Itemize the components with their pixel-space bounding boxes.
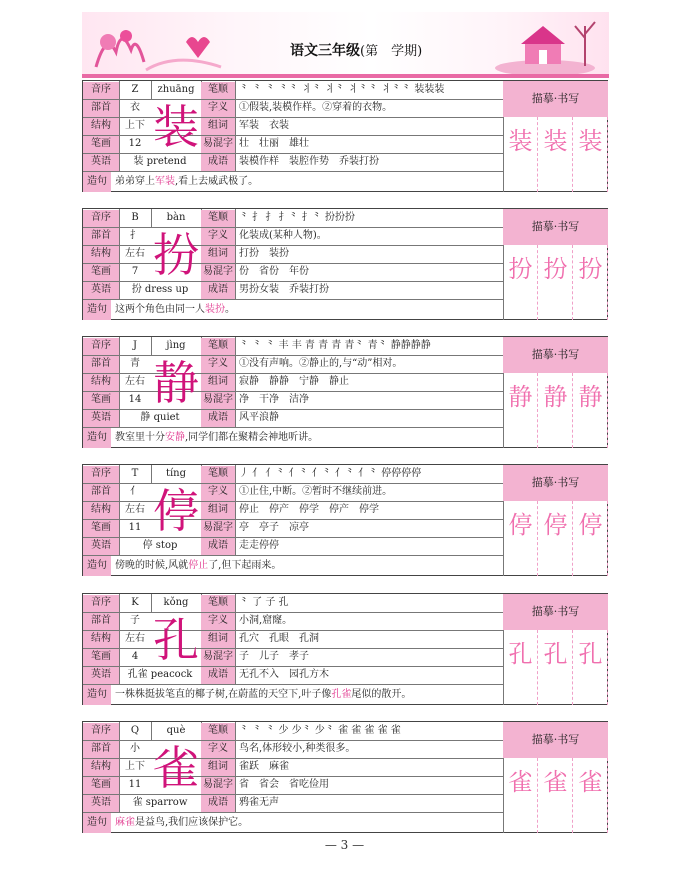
label-sentence: 造句 [83, 556, 111, 576]
label-radical: 部首 [83, 484, 119, 501]
trace-area [503, 501, 608, 576]
label-index: 音序 [83, 210, 119, 227]
big-character: 停 [153, 484, 199, 538]
label-count: 笔画 [83, 136, 119, 153]
meaning-value: 鸟名,体形较小,种类很多。 [239, 743, 356, 754]
meaning-value: ①假装,装模作样。②穿着的衣物。 [239, 102, 393, 113]
label-order: 笔顺 [201, 338, 235, 355]
structure-value: 上下 [125, 120, 145, 131]
label-index: 音序 [83, 466, 119, 483]
english-value: 停 stop [142, 540, 178, 551]
sentence-end: ,看上去威武极了。 [175, 176, 259, 187]
stroke-order: ⺀ 扌 扌 扌⺀ 扌⺀ 扮扮扮 [239, 212, 355, 223]
sentence-end: 了,但下起雨来。 [208, 560, 282, 571]
label-radical: 部首 [83, 741, 119, 758]
trace-area [503, 245, 608, 320]
index-letter: B [131, 212, 139, 223]
label-english: 英语 [83, 154, 119, 171]
label-sentence: 造句 [83, 428, 111, 448]
character-card-扮 [82, 208, 608, 320]
label-idiom: 成语 [201, 154, 235, 171]
english-value: 装 pretend [133, 156, 187, 167]
label-english: 英语 [83, 667, 119, 684]
label-idiom: 成语 [201, 538, 235, 555]
radical-value: 扌 [130, 230, 140, 241]
header-divider [82, 74, 609, 78]
label-confusable: 易混字 [201, 264, 235, 281]
confusable-value: 份 省份 年份 [239, 266, 309, 277]
english-value: 雀 sparrow [132, 797, 188, 808]
idiom-value: 男扮女装 乔装打扮 [239, 284, 329, 295]
pinyin: bàn [166, 212, 186, 223]
trace-character: 扮 [578, 255, 603, 283]
label-words: 组词 [201, 631, 235, 648]
big-character: 装 [153, 100, 199, 154]
radical-value: 子 [130, 615, 140, 626]
radical-value: 青 [130, 358, 140, 369]
sentence-start: 一株株挺拔笔直的椰子树,在蔚蓝的天空下,叶子像 [115, 689, 332, 700]
label-index: 音序 [83, 338, 119, 355]
confusable-value: 净 干净 洁净 [239, 394, 309, 405]
trace-header: 描摹·书写 [503, 465, 608, 501]
stroke-order: 丿 亻 亻⺀ 亻⺀ 亻⺀ 亻⺀ 亻⺀ 停停停停 [239, 468, 422, 479]
label-order: 笔顺 [201, 466, 235, 483]
example-sentence [115, 685, 501, 705]
sentence-end: 是益鸟,我们应该保护它。 [135, 817, 249, 828]
sentence-highlight: 孔雀 [331, 689, 352, 700]
sentence-end: ,同学们都在聚精会神地听讲。 [185, 432, 319, 443]
column-divider [235, 209, 236, 299]
trace-character: 装 [543, 127, 568, 155]
sentence-start: 傍晚的时候,风就 [115, 560, 189, 571]
pinyin: tíng [165, 468, 187, 479]
stroke-count: 7 [131, 266, 139, 277]
label-confusable: 易混字 [201, 520, 235, 537]
confusable-value: 省 省会 省吃俭用 [239, 779, 329, 790]
label-words: 组词 [201, 374, 235, 391]
label-radical: 部首 [83, 356, 119, 373]
label-idiom: 成语 [201, 410, 235, 427]
sentence-end: 。 [225, 304, 235, 315]
page-number: — 3 — [324, 838, 365, 852]
label-meaning: 字义 [201, 356, 235, 373]
sentence-end: 尾似的散开。 [351, 689, 412, 700]
label-meaning: 字义 [201, 228, 235, 245]
label-english: 英语 [83, 282, 119, 299]
index-letter: K [131, 597, 139, 608]
label-words: 组词 [201, 759, 235, 776]
english-value: 静 quiet [140, 412, 180, 423]
words-value: 孔穴 孔眼 孔洞 [239, 633, 319, 644]
trace-character: 雀 [578, 768, 603, 796]
decorative-house-icon [495, 16, 605, 74]
column-divider [235, 337, 236, 427]
label-structure: 结构 [83, 246, 119, 263]
example-sentence [115, 172, 501, 192]
column-divider [235, 465, 236, 555]
title-text: 语文三年级 [290, 43, 360, 59]
character-card-装 [82, 80, 608, 192]
english-value: 孔雀 peacock [127, 669, 193, 680]
meaning-value: ①止住,中断。②暂时不继续前进。 [239, 486, 393, 497]
trace-character: 孔 [508, 640, 533, 668]
label-english: 英语 [83, 538, 119, 555]
label-radical: 部首 [83, 228, 119, 245]
index-letter: T [131, 468, 139, 479]
label-idiom: 成语 [201, 667, 235, 684]
pinyin: kǒng [163, 597, 189, 608]
label-confusable: 易混字 [201, 136, 235, 153]
character-card-静 [82, 336, 608, 448]
trace-character: 扮 [508, 255, 533, 283]
example-sentence [115, 556, 501, 576]
trace-character: 孔 [578, 640, 603, 668]
stroke-count: 11 [128, 779, 142, 790]
confusable-value: 壮 壮丽 雄壮 [239, 138, 309, 149]
trace-character: 雀 [508, 768, 533, 796]
trace-character: 扮 [543, 255, 568, 283]
words-value: 雀跃 麻雀 [239, 761, 289, 772]
pinyin: zhuāng [157, 84, 195, 95]
label-radical: 部首 [83, 613, 119, 630]
sentence-start: 弟弟穿上 [115, 176, 155, 187]
words-value: 停止 停产 停学 停产 停学 [239, 504, 379, 515]
stroke-count: 12 [128, 138, 142, 149]
stroke-order: ⺀ ⺀ ⺀ ⺀⺀ 丬⺀ 丬⺀ 丬⺀⺀ 丬⺀⺀ 装装装 [239, 84, 445, 95]
idiom-value: 无孔不入 园孔方木 [239, 669, 329, 680]
label-structure: 结构 [83, 374, 119, 391]
sentence-highlight: 麻雀 [115, 817, 135, 828]
stroke-order: ⺀ ⺀ ⺀ 少 少⺀ 少⺀ 雀 雀 雀 雀 雀 [239, 725, 401, 736]
sentence-highlight: 停止 [188, 560, 209, 571]
label-radical: 部首 [83, 100, 119, 117]
meaning-value: 小洞,窟窿。 [239, 615, 293, 626]
trace-character: 停 [508, 511, 533, 539]
character-card-停 [82, 464, 608, 576]
example-sentence [115, 300, 501, 320]
label-count: 笔画 [83, 649, 119, 666]
stroke-count: 11 [128, 522, 142, 533]
label-meaning: 字义 [201, 741, 235, 758]
label-confusable: 易混字 [201, 777, 235, 794]
label-order: 笔顺 [201, 723, 235, 740]
label-order: 笔顺 [201, 82, 235, 99]
label-structure: 结构 [83, 759, 119, 776]
confusable-value: 子 儿子 孝子 [239, 651, 309, 662]
big-character: 扮 [153, 228, 199, 282]
trace-character: 孔 [543, 640, 568, 668]
label-count: 笔画 [83, 777, 119, 794]
sentence-highlight: 安静 [165, 432, 185, 443]
character-card-雀 [82, 721, 608, 833]
label-idiom: 成语 [201, 795, 235, 812]
label-meaning: 字义 [201, 484, 235, 501]
idiom-value: 走走停停 [239, 540, 279, 551]
structure-value: 左右 [125, 633, 145, 644]
trace-area [503, 373, 608, 448]
structure-value: 左右 [125, 376, 145, 387]
label-order: 笔顺 [201, 595, 235, 612]
stroke-order: ⺀ 了 子 孔 [239, 597, 289, 608]
trace-character: 停 [543, 511, 568, 539]
big-character: 雀 [153, 741, 199, 795]
stroke-count: 4 [131, 651, 139, 662]
trace-character: 装 [508, 127, 533, 155]
sentence-start: 这两个角色由同一人 [115, 304, 205, 315]
trace-header: 描摹·书写 [503, 594, 608, 630]
label-meaning: 字义 [201, 613, 235, 630]
label-index: 音序 [83, 595, 119, 612]
big-character: 孔 [153, 613, 199, 667]
pinyin: jìng [166, 340, 186, 351]
label-structure: 结构 [83, 118, 119, 135]
label-index: 音序 [83, 82, 119, 99]
idiom-value: 装模作样 装腔作势 乔装打扮 [239, 156, 379, 167]
stroke-count: 14 [128, 394, 142, 405]
label-idiom: 成语 [201, 282, 235, 299]
trace-character: 静 [578, 383, 603, 411]
idiom-value: 鸦雀无声 [239, 797, 279, 808]
trace-character: 静 [543, 383, 568, 411]
label-words: 组词 [201, 118, 235, 135]
trace-character: 雀 [543, 768, 568, 796]
label-meaning: 字义 [201, 100, 235, 117]
label-sentence: 造句 [83, 300, 111, 320]
label-count: 笔画 [83, 392, 119, 409]
radical-value: 亻 [130, 486, 140, 497]
example-sentence [115, 813, 501, 833]
label-sentence: 造句 [83, 813, 111, 833]
structure-value: 左右 [125, 504, 145, 515]
column-divider [235, 722, 236, 812]
stroke-order: ⺀ ⺀ ⺀ 丰 丰 青 青 青 青⺀ 青⺀ 静静静静 [239, 340, 431, 351]
sentence-start: 教室里十分 [115, 432, 165, 443]
index-letter: Q [130, 725, 140, 736]
structure-value: 上下 [125, 761, 145, 772]
trace-area [503, 630, 608, 705]
trace-header: 描摹·书写 [503, 337, 608, 373]
label-confusable: 易混字 [201, 649, 235, 666]
meaning-value: ①没有声响。②静止的,与“动”相对。 [239, 358, 403, 369]
page-header [82, 12, 609, 74]
character-card-孔 [82, 593, 608, 705]
sentence-highlight: 军装 [155, 176, 175, 187]
label-words: 组词 [201, 246, 235, 263]
confusable-value: 亭 亭子 凉亭 [239, 522, 309, 533]
decorative-flowers-icon [86, 22, 226, 72]
column-divider [235, 81, 236, 171]
trace-header: 描摹·书写 [503, 722, 608, 758]
label-english: 英语 [83, 795, 119, 812]
label-confusable: 易混字 [201, 392, 235, 409]
words-value: 军装 衣装 [239, 120, 289, 131]
label-sentence: 造句 [83, 172, 111, 192]
words-value: 寂静 静静 宁静 静止 [239, 376, 349, 387]
idiom-value: 风平浪静 [239, 412, 279, 423]
radical-value: 小 [130, 743, 140, 754]
words-value: 打扮 装扮 [239, 248, 289, 259]
label-count: 笔画 [83, 264, 119, 281]
label-order: 笔顺 [201, 210, 235, 227]
label-words: 组词 [201, 502, 235, 519]
radical-value: 衣 [130, 102, 140, 113]
label-count: 笔画 [83, 520, 119, 537]
trace-header: 描摹·书写 [503, 81, 608, 117]
example-sentence [115, 428, 501, 448]
index-letter: J [132, 340, 137, 351]
trace-area [503, 758, 608, 833]
label-index: 音序 [83, 723, 119, 740]
trace-character: 停 [578, 511, 603, 539]
big-character: 静 [153, 356, 199, 410]
page-title [290, 40, 422, 60]
trace-character: 装 [578, 127, 603, 155]
trace-area [503, 117, 608, 192]
meaning-value: 化装成(某种人物)。 [239, 230, 327, 241]
sentence-highlight: 装扮 [205, 304, 225, 315]
label-english: 英语 [83, 410, 119, 427]
pinyin: què [166, 725, 186, 736]
column-divider [235, 594, 236, 684]
label-structure: 结构 [83, 631, 119, 648]
label-structure: 结构 [83, 502, 119, 519]
label-sentence: 造句 [83, 685, 111, 705]
index-letter: Z [131, 84, 139, 95]
trace-character: 静 [508, 383, 533, 411]
term-label: (第 学期) [360, 44, 423, 59]
english-value: 扮 dress up [131, 284, 189, 295]
structure-value: 左右 [125, 248, 145, 259]
trace-header: 描摹·书写 [503, 209, 608, 245]
